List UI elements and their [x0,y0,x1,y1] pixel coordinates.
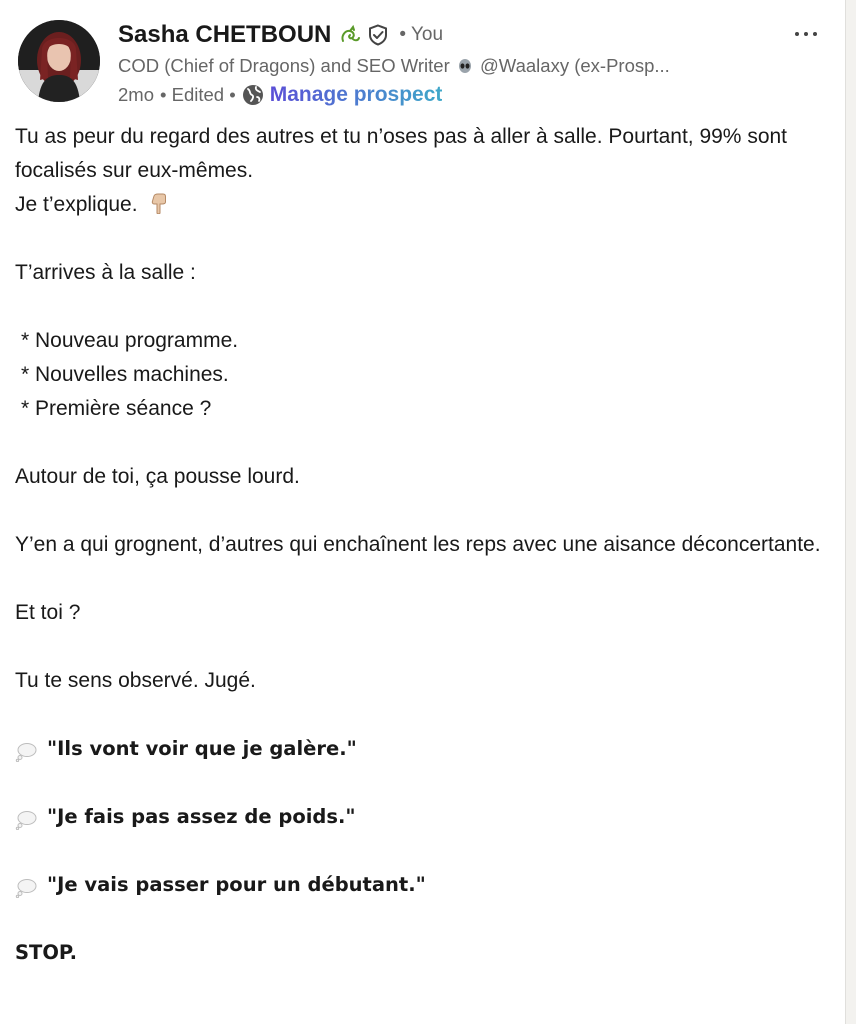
author-headline [118,52,798,80]
body-paragraph: Tu te sens observé. Jugé. [15,669,256,692]
alien-icon [457,54,473,70]
spacer [15,426,825,460]
spacer [15,902,825,936]
quote-text: "Je fais pas assez de poids." [47,805,356,828]
spacer [15,222,825,256]
spacer [15,290,825,324]
spacer [15,766,825,800]
verified-shield-icon [367,24,389,46]
quote-line [15,868,825,902]
list-item: * Nouvelles machines. [21,363,229,386]
stop-text: STOP. [15,941,78,964]
spacer [15,562,825,596]
body-paragraph: T’arrives à la salle : [15,261,196,284]
author-block [118,18,798,110]
name-row [118,18,798,52]
manage-prospect-button[interactable]: Manage prospect [269,83,443,106]
more-icon-dot [804,32,808,36]
edited-label: • Edited • [160,84,236,105]
avatar[interactable] [18,20,100,102]
quote-line [15,800,825,834]
thought-bubble-icon [15,875,37,895]
thought-bubble-icon [15,807,37,827]
headline-tail: @Waalaxy (ex-Prosp... [480,55,670,76]
post-meta [118,80,798,110]
spacer [15,834,825,868]
list-item: * Première séance ? [21,397,212,420]
post-time[interactable]: 2mo [118,84,154,105]
backhand-index-pointing-down-icon [149,191,169,213]
body-paragraph [15,188,825,222]
more-icon [795,32,799,36]
body-paragraph: Tu as peur du regard des autres et tu n’oses pas à aller à salle. Pourtant, 99% sont focalisés sur eux-mêmes. [15,125,788,182]
quote-text: "Ils vont voir que je galère." [47,737,357,760]
connection-degree: • You [399,24,444,45]
globe-icon [242,84,264,106]
quote-text: "Je vais passer pour un débutant." [47,873,426,896]
quote-line [15,732,825,766]
headline-text: COD (Chief of Dragons) and SEO Writer [118,55,450,76]
body-paragraph: Autour de toi, ça pousse lourd. [15,465,300,488]
author-name[interactable]: Sasha CHETBOUN [118,21,332,48]
body-text: Je t’explique. [15,193,138,216]
body-paragraph: Y’en a qui grognent, d’autres qui enchaînent les reps avec une aisance déconcertante. [15,533,821,556]
more-options-button[interactable] [786,22,826,46]
spacer [15,494,825,528]
body-paragraph: Et toi ? [15,601,81,624]
more-icon-dot [813,32,817,36]
spacer [15,630,825,664]
post-body [15,120,825,970]
post-header [18,18,828,108]
thought-bubble-icon [15,739,37,759]
avatar-photo [18,20,100,102]
list-item: * Nouveau programme. [21,329,239,352]
spacer [15,698,825,732]
dragon-icon [339,24,361,46]
